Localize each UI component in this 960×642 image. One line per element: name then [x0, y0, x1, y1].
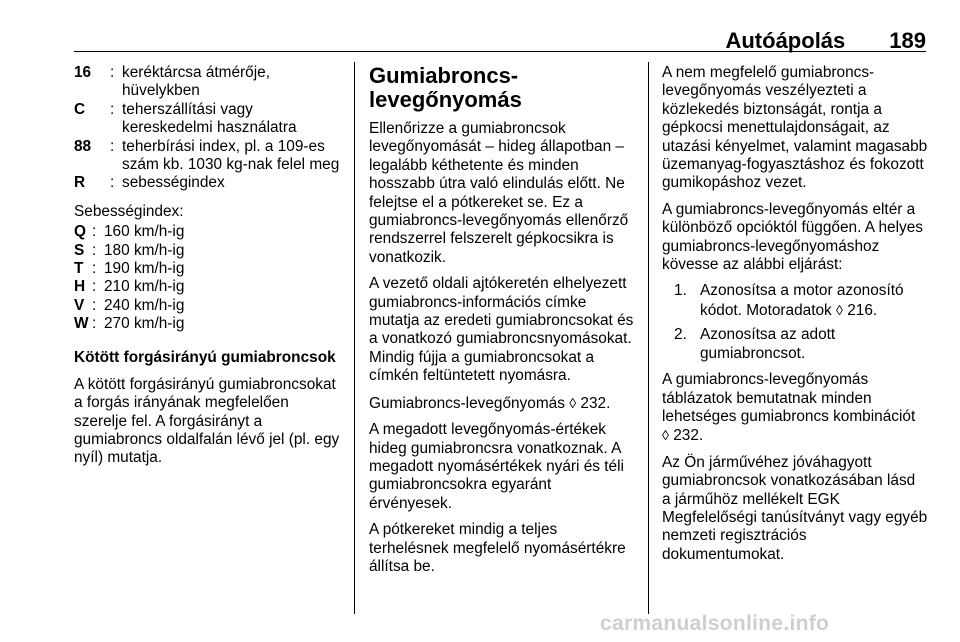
page-ref-number[interactable]: 216.: [847, 301, 878, 319]
speed-row: W : 270 km/h-ig: [74, 315, 185, 333]
column-divider-1: [354, 62, 355, 614]
definition-term: 88: [74, 137, 92, 155]
speed-row: T : 190 km/h-ig: [74, 260, 185, 278]
list-item: 1. Azonosítsa a motor azonosító kódot. Motoradatok ◊ 216.: [674, 282, 904, 319]
definition-term: C: [74, 100, 86, 118]
definition-term: 16: [74, 64, 92, 81]
tire-pressure-heading: Gumiabroncs-levegőnyomás: [369, 63, 522, 112]
cross-reference: A gumiabroncs-levegőnyomás táblázatok bemutatnak minden lehetséges gumiabroncs kombinációt ◊ 232.: [662, 371, 916, 445]
definition-desc: teherszállítási vagy kereskedelmi használatra: [122, 100, 297, 137]
paragraph: A vezető oldali ajtókeretén elhelyezett gumiabroncs-információs címke mutatja az eredeti gumiabroncsokat és a vonatkozó gumiabroncsnyomásokat. Mindig fújja a gumiabroncsokat a címkén feltüntetett nyomásra.: [369, 275, 634, 385]
paragraph: A megadott levegőnyomás-értékek hideg gumiabroncsra vonatkoznak. A megadott nyomásértékek nyári és téli gumiabroncsokra egyaránt érvényesek.: [369, 421, 624, 512]
left-column: [74, 64, 342, 476]
page-ref-icon: ◊: [836, 301, 843, 318]
watermark: carmanualsonline.info: [600, 612, 830, 635]
speed-index-list: [74, 223, 342, 333]
page-ref-number[interactable]: 232.: [580, 394, 611, 412]
cross-reference: Gumiabroncs-levegőnyomás ◊ 232.: [369, 394, 611, 412]
page-header: [725, 24, 926, 54]
right-column: [662, 64, 928, 572]
speed-index-label: Sebességindex:: [74, 202, 184, 220]
speed-row: S : 180 km/h-ig: [74, 241, 185, 259]
procedure-steps: [662, 282, 928, 363]
speed-row: V : 240 km/h-ig: [74, 296, 185, 314]
paragraph: A pótkereket mindig a teljes terhelésnek megfelelő nyomásértékre állítsa be.: [369, 521, 626, 575]
definition-row: 16 : keréktárcsa átmérője, hüvelykben: [74, 64, 342, 101]
directional-tires-text: A kötött forgásirányú gumiabroncsokat a forgás irányának megfelelően szerelje fel. A forgásirányt a gumiabroncs oldalfalán lévő jel (pl. egy nyíl) mutatja.: [74, 375, 340, 467]
page-ref-icon: ◊: [569, 394, 577, 411]
page-ref-number[interactable]: 232.: [673, 427, 704, 445]
definition-row: 88 : teherbírási index, pl. a 109-es szám kb. 1030 kg-nak felel meg: [74, 138, 342, 175]
speed-row: Q : 160 km/h-ig: [74, 223, 185, 241]
page-number: 189: [889, 28, 926, 53]
page-ref-icon: ◊: [662, 427, 669, 444]
definition-desc: sebességindex: [122, 174, 225, 192]
speed-row: H : 210 km/h-ig: [74, 278, 185, 296]
paragraph: Ellenőrizze a gumiabroncsok levegőnyomását – hideg állapotban – legalább kéthetente és minden hosszabb útra való elindulás előtt. Ne felejtse el a pótkereket se. Ez a gumiabroncs-levegőnyomás ellenőrző rendszerrel felszerelt gépkocsikra is vonatkozik.: [369, 120, 629, 266]
definition-row: R : sebességindex: [74, 174, 342, 192]
header-rule: [74, 51, 926, 52]
middle-column: [369, 64, 637, 584]
column-divider-2: [648, 62, 649, 614]
definition-desc: keréktárcsa átmérője, hüvelykben: [122, 64, 270, 100]
list-item: 2. Azonosítsa az adott gumiabroncsot.: [674, 326, 836, 362]
definition-desc: teherbírási index, pl. a 109-es szám kb. 1030 kg-nak felel meg: [122, 137, 340, 174]
definition-row: C : teherszállítási vagy kereskedelmi használatra: [74, 101, 342, 138]
paragraph: Az Ön járművéhez jóváhagyott gumiabroncsok vonatkozásában lásd a járműhöz mellékelt EGK Megfelelőségi tanúsítványt vagy egyéb nemzeti regisztrációs dokumentumokat.: [662, 453, 928, 563]
section-title: Autóápolás: [725, 28, 846, 53]
tire-code-definitions: [74, 64, 342, 193]
paragraph: A gumiabroncs-levegőnyomás eltér a különböző opcióktól függően. A helyes gumiabroncs-levegőnyomáshoz kövesse az alábbi eljárást:: [662, 200, 923, 274]
directional-tires-heading: Kötött forgásirányú gumiabroncsok: [74, 348, 336, 366]
paragraph: A nem megfelelő gumiabroncs-levegőnyomás veszélyezteti a közlekedés biztonságát, rontja a gépkocsi menettulajdonságait, az utazási kényelmet, valamint magasabb üzemanyag-fogyasztáshoz és fokozott gumikopáshoz vezet.: [662, 64, 928, 192]
definition-term: R: [74, 174, 86, 192]
